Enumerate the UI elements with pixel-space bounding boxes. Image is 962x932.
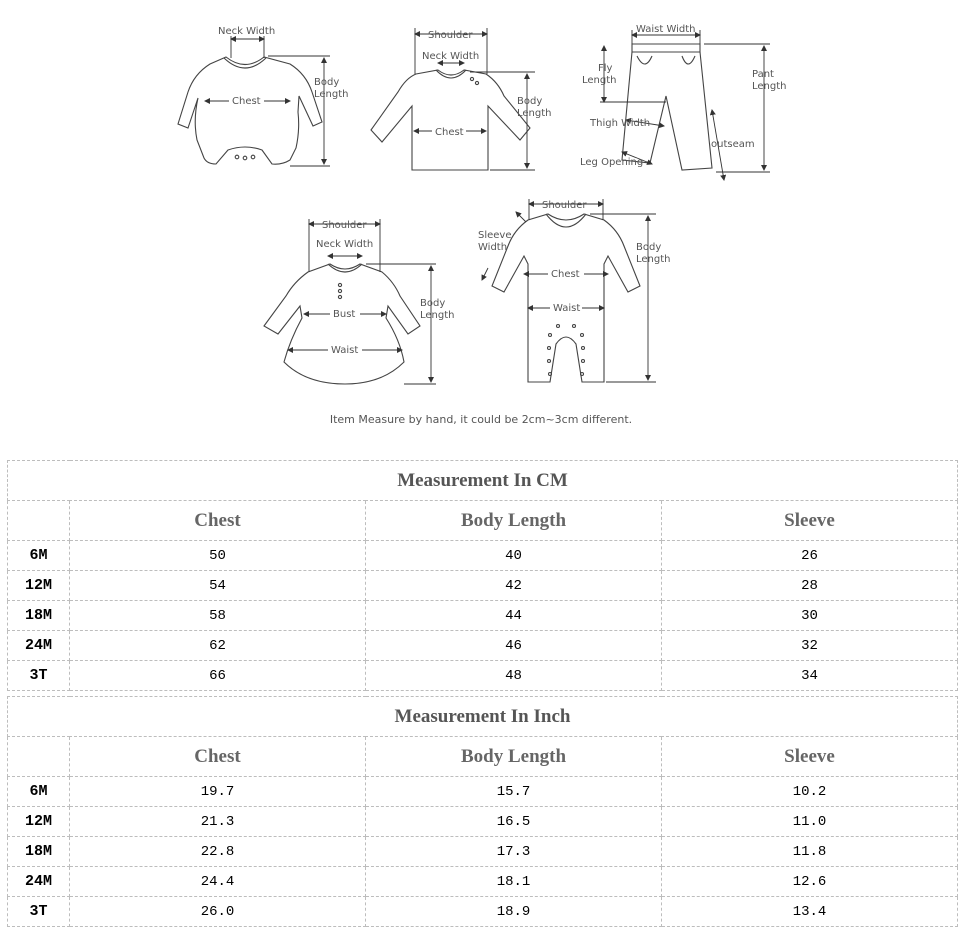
chest-cell: 50 [70, 541, 366, 571]
table-caption: Measurement In CM [8, 461, 958, 501]
body-length-label-4: Length [517, 108, 552, 119]
body-length-cell: 18.1 [366, 867, 662, 897]
body-length-cell: 48 [366, 661, 662, 691]
fly-length-label-2: Length [582, 75, 617, 86]
size-label: 6M [8, 541, 70, 571]
shoulder-label-2: Shoulder [322, 220, 367, 231]
body-length-cell: 18.9 [366, 897, 662, 927]
table-row [8, 777, 958, 807]
bust-label: Bust [333, 309, 356, 320]
chest-label-3: Chest [551, 269, 580, 280]
size-label: 3T [8, 661, 70, 691]
body-length-label-8: Length [636, 254, 671, 265]
dress-diagram [264, 219, 455, 384]
table-row [8, 571, 958, 601]
chest-cell: 26.0 [70, 897, 366, 927]
sleeve-cell: 28 [662, 571, 958, 601]
column-header: Body Length [366, 501, 662, 541]
body-length-cell: 40 [366, 541, 662, 571]
chest-label: Chest [232, 96, 261, 107]
size-label: 18M [8, 837, 70, 867]
body-length-cell: 46 [366, 631, 662, 661]
sleeve-width-label-2: Width [478, 242, 508, 253]
size-header-cell [8, 737, 70, 777]
pants-diagram [580, 24, 787, 180]
sleeve-cell: 11.0 [662, 807, 958, 837]
table-row [8, 807, 958, 837]
measurement-note: Item Measure by hand, it could be 2cm~3cm different. [329, 413, 633, 426]
cm-size-table [7, 460, 958, 691]
body-length-label-3: Body [517, 96, 543, 107]
shoulder-label: Shoulder [428, 30, 473, 41]
sleeve-cell: 13.4 [662, 897, 958, 927]
chest-cell: 66 [70, 661, 366, 691]
column-header: Body Length [366, 737, 662, 777]
measurement-diagram [0, 0, 962, 440]
body-length-cell: 44 [366, 601, 662, 631]
sleeve-cell: 11.8 [662, 837, 958, 867]
body-length-cell: 42 [366, 571, 662, 601]
shoulder-label-3: Shoulder [542, 200, 587, 211]
size-label: 18M [8, 601, 70, 631]
size-header-cell [8, 501, 70, 541]
sleeve-width-label: Sleeve [478, 230, 512, 241]
neck-width-label-2: Neck Width [422, 51, 480, 62]
table-row [8, 837, 958, 867]
chest-cell: 24.4 [70, 867, 366, 897]
table-row [8, 867, 958, 897]
chest-cell: 19.7 [70, 777, 366, 807]
waist-label: Waist [331, 345, 359, 356]
tshirt-diagram [371, 28, 552, 170]
sleeve-cell: 26 [662, 541, 958, 571]
size-label: 12M [8, 807, 70, 837]
pant-length-label: Pant [752, 69, 774, 80]
neck-width-label: Neck Width [218, 26, 276, 37]
size-label: 6M [8, 777, 70, 807]
pant-length-label-2: Length [752, 81, 787, 92]
sleeve-cell: 34 [662, 661, 958, 691]
column-header: Chest [70, 737, 366, 777]
size-label: 24M [8, 631, 70, 661]
body-length-label: Body [314, 77, 340, 88]
body-length-label-6: Length [420, 310, 455, 321]
table-row [8, 631, 958, 661]
table-row [8, 897, 958, 927]
body-length-cell: 15.7 [366, 777, 662, 807]
column-header: Sleeve [662, 501, 958, 541]
body-length-label-5: Body [420, 298, 446, 309]
table-caption: Measurement In Inch [8, 697, 958, 737]
chest-cell: 62 [70, 631, 366, 661]
column-header: Chest [70, 501, 366, 541]
bodysuit-diagram [178, 26, 349, 166]
sleeve-cell: 10.2 [662, 777, 958, 807]
table-row [8, 601, 958, 631]
chest-cell: 54 [70, 571, 366, 601]
table-row [8, 541, 958, 571]
size-label: 24M [8, 867, 70, 897]
outseam-label: outseam [711, 139, 755, 150]
body-length-label-2: Length [314, 89, 349, 100]
size-label: 3T [8, 897, 70, 927]
fly-length-label: Fly [598, 63, 613, 74]
waist-label-2: Waist [553, 303, 581, 314]
neck-width-label-3: Neck Width [316, 239, 374, 250]
chest-cell: 22.8 [70, 837, 366, 867]
body-length-cell: 16.5 [366, 807, 662, 837]
sleeve-cell: 30 [662, 601, 958, 631]
sleeve-cell: 12.6 [662, 867, 958, 897]
body-length-label-7: Body [636, 242, 662, 253]
body-length-cell: 17.3 [366, 837, 662, 867]
inch-size-table [7, 696, 958, 927]
thigh-width-label: Thigh Width [590, 118, 651, 129]
sleeve-cell: 32 [662, 631, 958, 661]
table-row [8, 661, 958, 691]
waist-width-label: Waist Width [636, 24, 696, 35]
romper-diagram [478, 199, 671, 382]
leg-opening-label: Leg Opening [580, 157, 644, 168]
chest-cell: 58 [70, 601, 366, 631]
size-label: 12M [8, 571, 70, 601]
chest-label-2: Chest [435, 127, 464, 138]
chest-cell: 21.3 [70, 807, 366, 837]
column-header: Sleeve [662, 737, 958, 777]
